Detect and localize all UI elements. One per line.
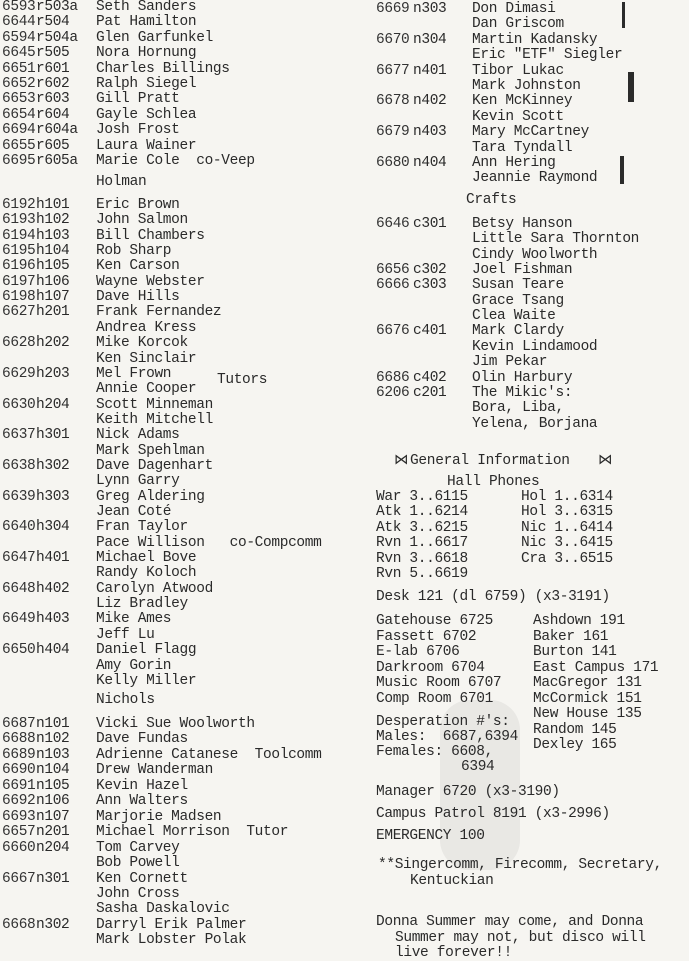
resident-name: Dave Hills [96,289,180,306]
extension-number: 6656 [376,262,410,279]
extension-number: 6654 [2,106,36,123]
resident-name: Keith Mitchell [96,411,213,428]
extension-number: 6594 [2,29,36,46]
resident-name: Rob Sharp [96,243,172,260]
resident-name: Olin Harbury [472,369,573,386]
extension-number: 6691 [2,777,36,794]
extension-number: 6694 [2,122,36,139]
extension-number: 6678 [376,93,410,110]
section-heading-crafts: Crafts [466,192,517,208]
resident-name: Mel Frown [96,365,172,382]
extension-number: 6690 [2,762,36,779]
resident-name: Jim Pekar [472,354,548,371]
resident-name: Wayne Webster [96,273,205,290]
room-number: n302 [36,916,70,933]
extension-number: 6679 [376,124,410,141]
hall-phone-entry: Rvn 1..6617 [376,535,468,552]
resident-name: Pace Willison co-Compcomm [96,534,322,551]
extension-number: 6689 [2,746,36,763]
resident-name: Ken Sinclair [96,350,197,367]
room-number: c301 [413,216,447,232]
resident-name: Greg Aldering [96,488,205,505]
resident-name: Mike Ames [96,611,172,628]
resident-name: Jean Coté [96,504,172,520]
room-number: c402 [413,369,447,386]
room-number: r605a [36,153,78,169]
section-heading-holman: Holman [96,174,147,190]
extension-number: 6676 [376,323,410,340]
room-number: r504a [36,29,78,46]
section-heading-general-information: General Information [410,453,570,469]
room-number: h106 [36,273,70,290]
extension-number: 6686 [376,369,410,386]
room-number: r601 [36,60,70,77]
room-number: h403 [36,611,70,628]
room-number: n101 [36,716,70,732]
extension-number: 6651 [2,60,36,77]
room-number: r605 [36,137,70,154]
hall-phone-entry: Hol 3..6315 [521,504,613,521]
resident-name: Ken McKinney [472,93,573,110]
hall-phone-entry: Hol 1..6314 [521,489,613,505]
extension-number: 6193 [2,212,36,229]
extension-number: 6593 [2,0,36,15]
resident-name: Jeff Lu [96,626,155,643]
resident-name: Tibor Lukac [472,62,564,79]
resident-name: Ken Carson [96,258,180,275]
extension-number: 6195 [2,243,36,260]
extension-number: 6695 [2,153,36,169]
resident-name: Bob Powell [96,855,180,872]
extension-number: 6657 [2,824,36,841]
resident-name: Martin Kadansky [472,31,598,48]
room-number: h402 [36,580,70,597]
room-number: h202 [36,335,70,352]
resident-name: Adrienne Catanese Toolcomm [96,746,322,763]
extension-number: 6677 [376,62,410,79]
extension-number: 6640 [2,519,36,536]
resident-name: Cindy Woolworth [472,246,598,263]
resident-name: Eric "ETF" Siegler [472,47,623,64]
room-number: n301 [36,870,70,887]
place-phone-entry: Gatehouse 6725 [376,613,493,629]
room-number: n303 [413,1,447,17]
resident-name: Kevin Hazel [96,777,188,794]
room-number: h404 [36,642,70,659]
dorm-phone-entry: New House 135 [533,706,642,722]
room-number: h204 [36,396,70,413]
room-number: n103 [36,746,70,763]
room-number: n401 [413,62,447,79]
resident-name: Dave Fundas [96,731,188,748]
room-number: n201 [36,824,70,841]
room-number: c401 [413,323,447,340]
bowtie-icon: ⋈ [394,453,409,469]
extension-number: 6644 [2,14,36,31]
extension-number: 6647 [2,550,36,567]
closing-line: Summer may not, but disco will [395,930,646,946]
hall-phone-entry: Atk 3..6215 [376,519,468,536]
footnote-committees-cont: Kentuckian [410,873,494,889]
room-number: h301 [36,427,70,444]
dorm-phone-entry: Baker 161 [533,628,609,645]
hall-phone-entry: Nic 1..6414 [521,519,613,536]
resident-name: Darryl Erik Palmer [96,916,247,933]
extension-number: 6655 [2,137,36,154]
resident-name: Susan Teare [472,277,564,294]
campus-patrol-phone: Campus Patrol 8191 (x3-2996) [376,806,610,822]
extension-number: 6693 [2,808,36,825]
resident-name: Betsy Hanson [472,216,573,232]
resident-name: Mark Spehlman [96,442,205,459]
extension-number: 6197 [2,273,36,290]
extension-number: 6670 [376,31,410,48]
room-number: n403 [413,124,447,141]
room-number: h101 [36,197,70,213]
room-number: h302 [36,457,70,474]
resident-name: Bill Chambers [96,227,205,244]
resident-name: Vicki Sue Woolworth [96,716,255,732]
room-number: n106 [36,793,70,810]
room-number: h102 [36,212,70,229]
resident-name: Ann Walters [96,793,188,810]
room-number: h103 [36,227,70,244]
resident-name: Sasha Daskalovic [96,901,230,918]
resident-name: Tara Tyndall [472,139,573,156]
dorm-phone-entry: East Campus 171 [533,659,659,676]
room-number: h304 [36,519,70,536]
room-number: n402 [413,93,447,110]
resident-name: Randy Koloch [96,565,197,582]
hall-phone-entry: Atk 1..6214 [376,504,468,521]
resident-name: Don Dimasi [472,1,556,17]
resident-name: Mark Johnston [472,78,581,94]
place-phone-entry: Comp Room 6701 [376,690,493,707]
place-phone-entry: Fassett 6702 [376,628,477,645]
resident-name: Nora Hornung [96,45,197,62]
bowtie-icon: ⋈ [598,453,613,469]
dorm-phone-entry: McCormick 151 [533,690,642,707]
extension-number: 6687 [2,716,36,732]
extension-number: 6639 [2,488,36,505]
closing-line: Donna Summer may come, and Donna [376,914,644,930]
room-number: c302 [413,262,447,279]
room-number: h104 [36,243,70,260]
room-number: r604a [36,122,78,139]
resident-name: Bora, Liba, [472,400,564,417]
hall-phone-entry: Nic 3..6415 [521,535,613,552]
resident-name: Gill Pratt [96,91,180,108]
hall-phone-entry: Rvn 3..6618 [376,550,468,567]
place-phone-entry: E-lab 6706 [376,644,460,660]
extension-number: 6638 [2,457,36,474]
section-heading-nichols: Nichols [96,692,155,708]
resident-name: Yelena, Borjana [472,415,598,432]
section-heading-hall-phones: Hall Phones [447,474,540,490]
room-number: c303 [413,277,447,294]
room-number: n107 [36,808,70,825]
emergency-number: EMERGENCY 100 [376,828,485,844]
room-number: r602 [36,76,70,92]
dorm-phone-entry: Random 145 [533,721,617,738]
resident-name: Kelly Miller [96,672,197,689]
dorm-phone-entry: Dexley 165 [533,737,617,753]
resident-name: Kevin Lindamood [472,338,598,355]
resident-name: Michael Bove [96,550,197,567]
resident-name: Carolyn Atwood [96,580,213,597]
extension-number: 6192 [2,197,36,213]
tutors-note: Tutors [217,372,268,388]
resident-name: Marie Cole co-Veep [96,153,255,169]
room-number: r604 [36,106,70,123]
extension-number: 6629 [2,365,36,382]
resident-name: Ann Hering [472,155,556,171]
extension-number: 6692 [2,793,36,810]
extension-number: 6630 [2,396,36,413]
extension-number: 6669 [376,1,410,17]
extension-number: 6627 [2,304,36,321]
resident-name: Gayle Schlea [96,106,197,123]
resident-name: Daniel Flagg [96,642,197,659]
closing-line: live forever!! [395,945,512,961]
extension-number: 6646 [376,216,410,232]
extension-number: 6637 [2,427,36,444]
extension-number: 6688 [2,731,36,748]
resident-name: Charles Billings [96,60,230,77]
room-number: r603 [36,91,70,108]
resident-name: Lynn Garry [96,473,180,490]
extension-number: 6194 [2,227,36,244]
room-number: n204 [36,839,70,856]
resident-name: John Salmon [96,212,188,229]
resident-name: Marjorie Madsen [96,808,222,825]
room-number: n102 [36,731,70,748]
resident-name: Josh Frost [96,122,180,139]
resident-name: Mike Korcok [96,335,188,352]
manager-phone: Manager 6720 (x3-3190) [376,784,560,800]
resident-name: Eric Brown [96,197,180,213]
resident-name: Laura Wainer [96,137,197,154]
extension-number: 6652 [2,76,36,92]
room-number: h303 [36,488,70,505]
room-number: r503a [36,0,78,15]
room-number: r504 [36,14,70,31]
room-number: h201 [36,304,70,321]
room-number: h105 [36,258,70,275]
extension-number: 6680 [376,155,410,171]
room-number: n104 [36,762,70,779]
resident-name: Nick Adams [96,427,180,444]
resident-name: Mark Clardy [472,323,564,340]
resident-name: Mary McCartney [472,124,589,141]
extension-number: 6206 [376,384,410,401]
dorm-phone-entry: MacGregor 131 [533,675,642,691]
resident-name: Annie Cooper [96,381,197,398]
room-number: n105 [36,777,70,794]
room-number: h107 [36,289,70,306]
room-number: h401 [36,550,70,567]
extension-number: 6653 [2,91,36,108]
ink-smudge [628,72,634,102]
resident-name: Glen Garfunkel [96,29,213,46]
dorm-phone-entry: Burton 141 [533,644,617,660]
extension-number: 6666 [376,277,410,294]
extension-number: 6196 [2,258,36,275]
desperation-females-cont: 6394 [461,759,495,775]
place-phone-entry: Darkroom 6704 [376,659,485,676]
resident-name: Dan Griscom [472,16,564,33]
resident-name: Liz Bradley [96,596,188,613]
ink-smudge [620,156,624,184]
resident-name: Amy Gorin [96,657,172,674]
resident-name: The Mikic's: [472,384,573,401]
resident-name: Michael Morrison Tutor [96,824,289,841]
extension-number: 6668 [2,916,36,933]
resident-name: Frank Fernandez [96,304,222,321]
hall-phone-entry: Cra 3..6515 [521,550,613,567]
resident-name: Kevin Scott [472,108,564,125]
resident-name: Jeannie Raymond [472,170,598,187]
extension-number: 6649 [2,611,36,628]
resident-name: Joel Fishman [472,262,573,279]
resident-name: Dave Dagenhart [96,457,213,474]
ink-smudge [622,2,625,28]
resident-name: Andrea Kress [96,319,197,336]
resident-name: Ralph Siegel [96,76,197,92]
desperation-males: Males: 6687,6394 [376,729,518,745]
resident-name: Tom Carvey [96,839,180,856]
extension-number: 6650 [2,642,36,659]
resident-name: John Cross [96,885,180,902]
room-number: c201 [413,384,447,401]
resident-name: Drew Wanderman [96,762,213,779]
hall-phone-entry: Rvn 5..6619 [376,566,468,582]
desperation-numbers-title: Desperation #'s: [376,714,510,730]
resident-name: Ken Cornett [96,870,188,887]
room-number: h203 [36,365,70,382]
resident-name: Clea Waite [472,308,556,325]
resident-name: Grace Tsang [472,292,564,309]
resident-name: Little Sara Thornton [472,231,640,248]
place-phone-entry: Music Room 6707 [376,675,502,691]
resident-name: Fran Taylor [96,519,188,536]
resident-name: Mark Lobster Polak [96,932,247,949]
hall-phone-entry: War 3..6115 [376,489,468,505]
footnote-committees: **Singercomm, Firecomm, Secretary, [378,857,662,873]
resident-name: Pat Hamilton [96,14,197,31]
extension-number: 6198 [2,289,36,306]
resident-name: Scott Minneman [96,396,213,413]
extension-number: 6648 [2,580,36,597]
extension-number: 6645 [2,45,36,62]
resident-name: Seth Sanders [96,0,197,15]
dorm-phone-entry: Ashdown 191 [533,613,625,629]
room-number: n304 [413,31,447,48]
room-number: n404 [413,155,447,171]
extension-number: 6667 [2,870,36,887]
extension-number: 6628 [2,335,36,352]
desk-phone: Desk 121 (dl 6759) (x3-3191) [376,589,610,605]
desperation-females: Females: 6608, [376,744,493,760]
extension-number: 6660 [2,839,36,856]
room-number: r505 [36,45,70,62]
